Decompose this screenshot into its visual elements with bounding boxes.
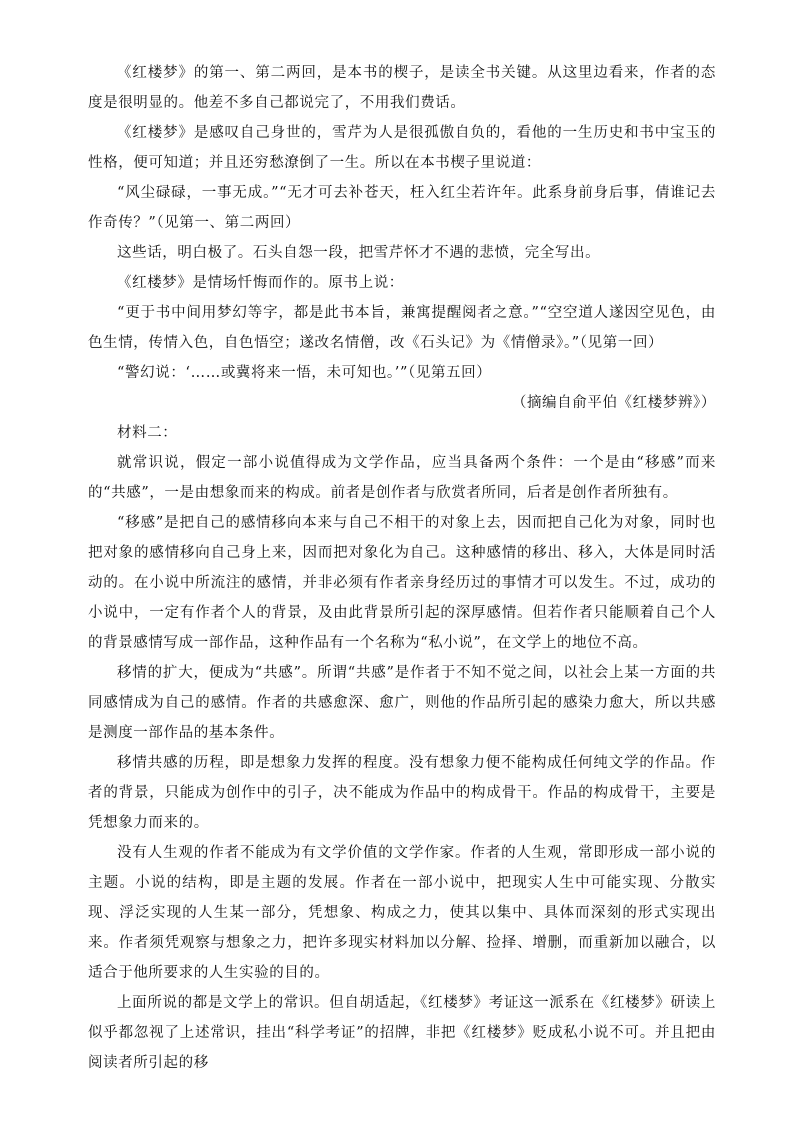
paragraph: 上面所说的都是文学上的常识。但自胡适起，《红楼梦》考证这一派系在《红楼梦》研读上似乎都忽视了上述常识，挂出“科学考证”的招牌，非把《红楼梦》贬成私小说不可。并且把由阅读者所引起的移 <box>88 995 716 1071</box>
paragraph: 移情共感的历程，即是想象力发挥的程度。没有想象力便不能构成任何纯文学的作品。作者的背景，只能成为创作中的引子，决不能成为作品中的构成骨干。作品的构成骨干，主要是凭想象力而来的。 <box>88 755 716 831</box>
quote-paragraph: “风尘碌碌，一事无成。”“无才可去补苍天，枉入红尘若许年。此系身前身后事，倩谁记去作奇传？”（见第一、第二两回） <box>88 185 716 231</box>
quote-paragraph: “警幻说：‘……或冀将来一悟，未可知也。’”（见第五回） <box>117 365 492 381</box>
paragraph: “移感”是把自己的感情移向本来与自己不相干的对象上去，因而把自己化为对象，同时也把对象的感情移向自己身上来，因而把对象化为自己。这种感情的移出、移入，大体是同时活动的。在小说中所流注的感情，并非必须有作者亲身经历过的事情才可以发生。不过，成功的小说中，一定有作者个人的背景，及由此背景所引起的深厚感情。但若作者只能顺着自己个人的背景感情写成一部作品，这种作品有一个名称为“私小说”，在文学上的地位不高。 <box>88 515 716 651</box>
quote-paragraph: “更于书中间用梦幻等字，都是此书本旨，兼寓提醒阅者之意。”“空空道人遂因空见色，由色生情，传情入色，自色悟空；遂改名情僧，改《石头记》为《情僧录》。”（见第一回） <box>88 305 716 351</box>
document-page <box>88 58 716 1078</box>
material-label: 材料二： <box>117 425 178 441</box>
paragraph: 没有人生观的作者不能成为有文学价值的文学作家。作者的人生观，常即形成一部小说的主题。小说的结构，即是主题的发展。作者在一部小说中，把现实人生中可能实现、分散实现、浮泛实现的人生某一部分，凭想象、构成之力，使其以集中、具体而深刻的形式实现出来。作者须凭观察与想象之力，把许多现实材料加以分解、捡择、增删，而重新加以融合，以适合于他所要求的人生实验的目的。 <box>88 845 716 981</box>
paragraph: 就常识说，假定一部小说值得成为文学作品，应当具备两个条件：一个是由“移感”而来的“共感”，一是由想象而来的构成。前者是创作者与欣赏者所同，后者是创作者所独有。 <box>88 455 716 501</box>
paragraph: 这些话，明白极了。石头自怨一段，把雪芹怀才不遇的悲愤，完全写出。 <box>117 245 601 261</box>
paragraph: 移情的扩大，便成为“共感”。所谓“共感”是作者于不知不觉之间，以社会上某一方面的共同感情成为自己的感情。作者的共感愈深、愈广，则他的作品所引起的感染力愈大，所以共感是测度一部作品的基本条件。 <box>88 665 716 741</box>
paragraph: 《红楼梦》是感叹自己身世的，雪芹为人是很孤傲自负的，看他的一生历史和书中宝玉的性格，便可知道；并且还穷愁潦倒了一生。所以在本书楔子里说道： <box>88 125 716 171</box>
paragraph: 《红楼梦》的第一、第二两回，是本书的楔子，是读全书关键。从这里边看来，作者的态度是很明显的。他差不多自己都说完了，不用我们费话。 <box>88 65 716 111</box>
source-citation: （摘编自俞平伯《红楼梦辨》） <box>511 395 716 411</box>
paragraph: 《红楼梦》是情场忏悔而作的。原书上说： <box>117 275 404 291</box>
